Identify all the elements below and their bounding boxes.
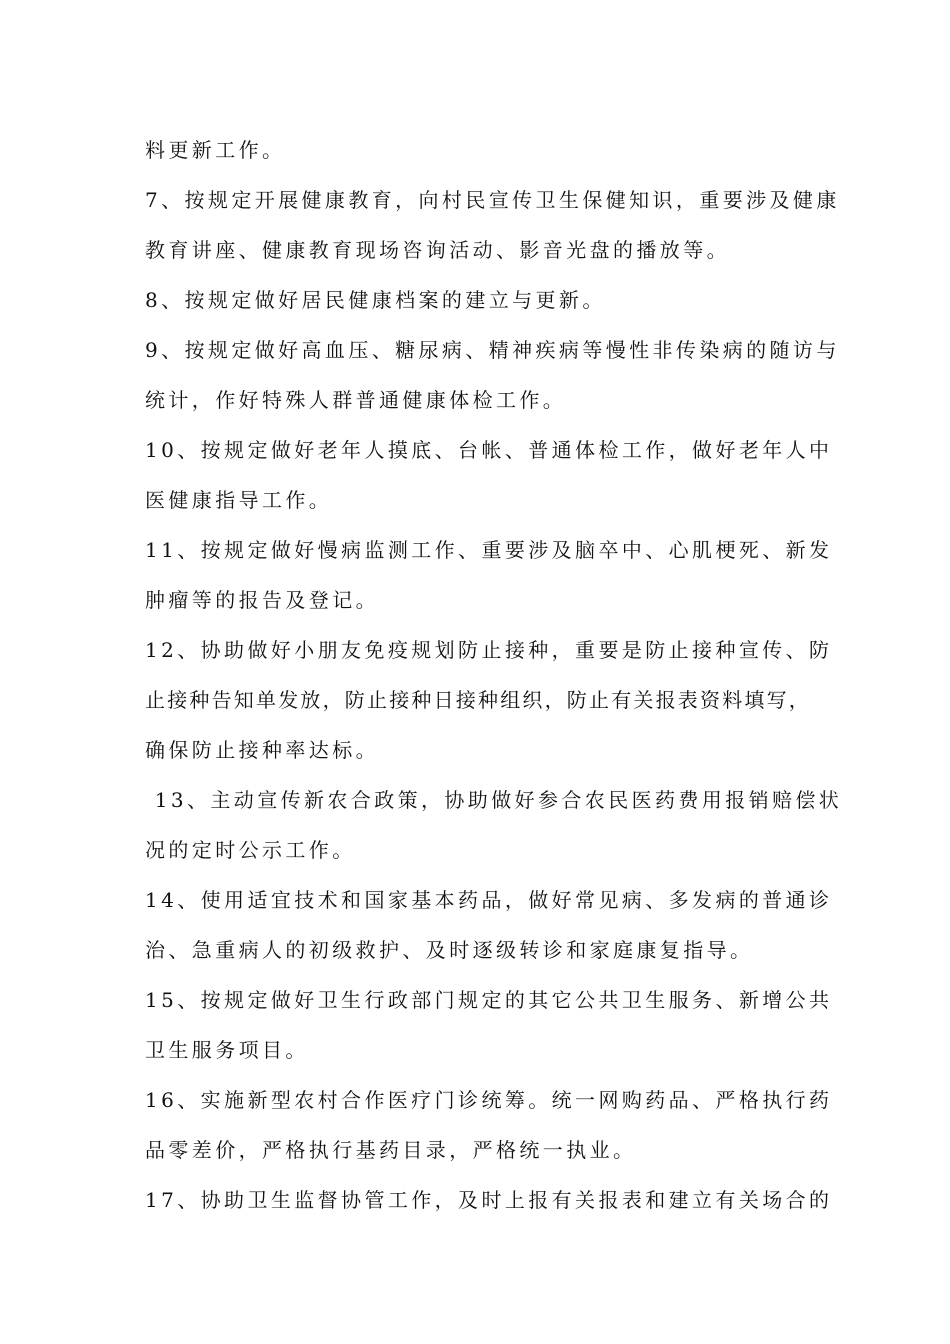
- text-line: 7、按规定开展健康教育，向村民宣传卫生保健知识，重要涉及健康: [145, 188, 840, 212]
- text-line: 确保防止接种率达标。: [145, 738, 379, 762]
- text-line: 9、按规定做好高血压、糖尿病、精神疾病等慢性非传染病的随访与: [145, 338, 840, 362]
- text-line: 统计，作好特殊人群普通健康体检工作。: [145, 388, 567, 412]
- text-line: 教育讲座、健康教育现场咨询活动、影音光盘的播放等。: [145, 238, 730, 262]
- text-line: 治、急重病人的初级救护、及时逐级转诊和家庭康复指导。: [145, 938, 754, 962]
- text-line: 止接种告知单发放，防止接种日接种组织，防止有关报表资料填写，: [145, 688, 811, 712]
- text-line: 16、实施新型农村合作医疗门诊统筹。统一网购药品、严格执行药: [145, 1088, 833, 1112]
- text-line: 8、按规定做好居民健康档案的建立与更新。: [145, 288, 606, 312]
- text-line: 17、协助卫生监督协管工作，及时上报有关报表和建立有关场合的: [145, 1188, 833, 1212]
- text-line: 医健康指导工作。: [145, 488, 333, 512]
- text-line: 14、使用适宜技术和国家基本药品，做好常见病、多发病的普通诊: [145, 888, 833, 912]
- text-line: 11、按规定做好慢病监测工作、重要涉及脑卒中、心肌梗死、新发: [145, 538, 833, 562]
- text-line: 12、协助做好小朋友免疫规划防止接种，重要是防止接种宣传、防: [145, 638, 833, 662]
- text-line: 13、主动宣传新农合政策，协助做好参合农民医药费用报销赔偿状: [145, 788, 843, 812]
- text-line: 料更新工作。: [145, 138, 286, 162]
- text-line: 肿瘤等的报告及登记。: [145, 588, 379, 612]
- text-line: 10、按规定做好老年人摸底、台帐、普通体检工作，做好老年人中: [145, 438, 833, 462]
- text-line: 卫生服务项目。: [145, 1038, 309, 1062]
- text-line: 况的定时公示工作。: [145, 838, 356, 862]
- text-line: 15、按规定做好卫生行政部门规定的其它公共卫生服务、新增公共: [145, 988, 833, 1012]
- text-line: 品零差价，严格执行基药目录，严格统一执业。: [145, 1138, 637, 1162]
